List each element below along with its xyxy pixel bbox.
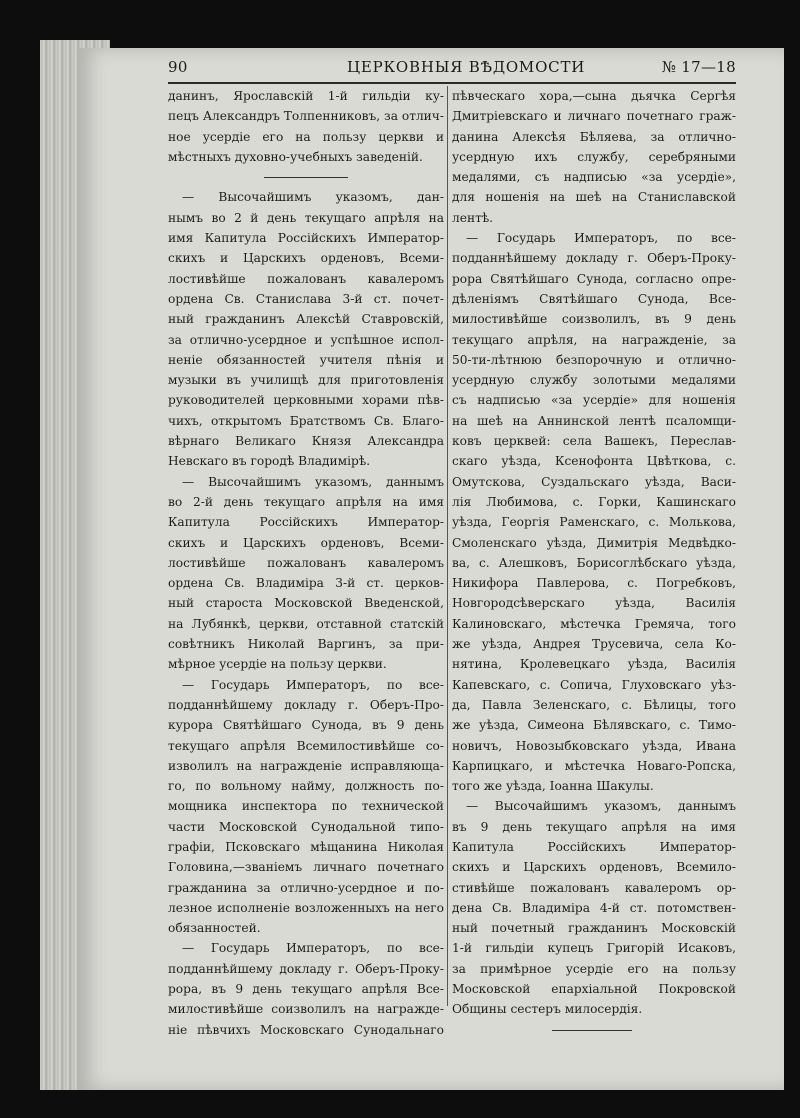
text-line: подданнѣйшему докладу г. Оберъ-Про- (168, 697, 444, 712)
text-line: текущаго апрѣля, на награжденіе, за (452, 332, 736, 347)
text-line: мѣрное усердіе на пользу церкви. (168, 657, 387, 672)
text-line: Новгородсѣверскаго уѣзда, Василія (452, 596, 736, 611)
text-line: Никифора Павлерова, с. Погребковъ, (452, 576, 736, 591)
text-line: Невскаго въ городѣ Владимірѣ. (168, 454, 371, 469)
text-line: усердную ихъ службу, серебряными (452, 149, 736, 164)
text-line: съ надписью «за усердіе» для ношенія (452, 393, 736, 408)
text-line: ордена Св. Станислава 3-й ст. почет- (168, 291, 444, 306)
text-line: — Государь Императоръ, по все- (182, 941, 444, 956)
text-line: во 2-й день текущаго апрѣля на имя (168, 494, 444, 509)
text-line: нятина, Кролевецкаго уѣзда, Василія (452, 657, 736, 672)
text-line: дѣленіямъ Святѣйшаго Сунода, Все- (452, 291, 736, 306)
text-line: для ношенія на шеѣ на Станиславской (452, 190, 736, 205)
text-line: скаго уѣзда, Ксенофонта Цвѣткова, с. (452, 454, 736, 469)
text-line: да, Павла Зеленскаго, с. Бѣлицы, того (452, 697, 736, 712)
text-line: нымъ во 2 й день текущаго апрѣля на (168, 210, 444, 225)
text-line: части Московской Сунодальной типо- (168, 819, 444, 834)
text-line: стивѣйше пожалованъ кавалеромъ ор- (452, 880, 736, 895)
text-line: Капитула Россійскихъ Император- (168, 515, 444, 530)
text-line: курора Святѣйшаго Сунода, въ 9 день (168, 718, 444, 733)
text-line: уѣзда, Георгія Раменскаго, с. Молькова, (452, 515, 736, 530)
text-line: рора Святѣйшаго Сунода, согласно опре- (452, 271, 736, 286)
text-line: милостивѣйше соизволилъ, въ 9 день (452, 312, 736, 327)
text-line: гражданина за отлично-усердное и по- (168, 880, 444, 895)
text-line: за примѣрное усердіе его на пользу (452, 961, 736, 976)
text-line: го, по вольному найму, должность по- (168, 779, 444, 794)
text-line: ный гражданинъ Алексѣй Ставровскій, (168, 312, 444, 327)
text-line: ное усердіе его на пользу церкви и (168, 129, 444, 144)
text-line: лія Любимова, с. Горки, Кашинскаго (452, 494, 736, 509)
text-line: же уѣзда, Андрея Трусевича, села Ко- (452, 637, 736, 652)
text-line: Калиновскаго, мѣстечка Гремяча, того (452, 616, 736, 631)
issue-number: № 17—18 (661, 58, 736, 76)
text-line: Головина,—званіемъ личнаго почетнаго (168, 860, 444, 875)
text-line: — Высочайшимъ указомъ, даннымъ (182, 474, 444, 489)
text-line: мощника инспектора по технической (168, 799, 444, 814)
text-line: ный староста Московской Введенской, (168, 596, 444, 611)
text-line: скихъ и Царскихъ орденовъ, Всеми- (168, 251, 444, 266)
text-line: ва, с. Алешковъ, Борисоглѣбскаго уѣзда, (452, 555, 736, 570)
text-column-left (168, 86, 444, 1040)
text-line: милостивѣйше соизволилъ на награжде- (168, 1002, 444, 1017)
text-line: имя Капитула Россійскихъ Император- (168, 231, 444, 246)
text-line: изволилъ на награжденіе исправляюща- (168, 758, 444, 773)
text-line: данинъ, Ярославскій 1-й гильдіи ку- (168, 89, 444, 103)
text-line: Карпицкаго, и мѣстечка Новаго-Ропска, (452, 758, 736, 773)
text-line: ковъ церквей: села Вашекъ, Переслав- (452, 434, 736, 449)
text-line: ный почетный гражданинъ Московскій (452, 921, 736, 936)
text-line: текущаго апрѣля Всемилостивѣйше со- (168, 738, 444, 753)
text-line: совѣтникъ Николай Варгинъ, за при- (168, 637, 444, 652)
text-line: Омутскова, Суздальскаго уѣзда, Васи- (452, 474, 736, 489)
text-line: мѣстныхъ духовно-учебныхъ заведеній. (168, 149, 423, 164)
text-line: подданнѣйшему докладу г. Оберъ-Проку- (168, 961, 444, 976)
header-rule (168, 82, 736, 84)
text-line: въ 9 день текущаго апрѣля на имя (452, 819, 736, 834)
text-line: пецъ Александръ Толпенниковъ, за отлич- (168, 109, 444, 124)
text-line: Московской епархіальной Покровской (452, 982, 736, 997)
page-number: 90 (168, 58, 188, 76)
text-line: того же уѣзда, Іоанна Шакулы. (452, 779, 654, 794)
text-line: Смоленскаго уѣзда, Димитрія Медвѣдко- (452, 535, 736, 550)
text-column-right (452, 86, 736, 1040)
text-line: лентѣ. (452, 210, 494, 225)
text-line: вѣрнаго Великаго Князя Александра (168, 434, 444, 449)
text-line: руководителей церковными хорами пѣв- (168, 393, 444, 408)
text-line: скихъ и Царскихъ орденовъ, Всеми- (168, 535, 444, 550)
text-line: 1-й гильдіи купецъ Григорій Исаковъ, (452, 941, 736, 956)
column-divider (447, 86, 448, 1006)
text-line: медалями, съ надписью «за усердіе», (452, 170, 736, 185)
text-line: пѣвческаго хора,—сына дьячка Сергѣя (452, 89, 736, 103)
text-line: ніе пѣвчихъ Московскаго Сунодальнаго (168, 1022, 444, 1037)
text-line: Капевскаго, с. Сопича, Глуховскаго уѣз- (452, 677, 736, 692)
text-line: — Государь Императоръ, по все- (466, 231, 736, 246)
text-line: Дмитріевскаго и личнаго почетнаго граж- (452, 109, 736, 124)
text-line: ордена Св. Владиміра 3-й ст. церков- (168, 576, 444, 591)
text-line: дена Св. Владиміра 4-й ст. потомствен- (452, 900, 736, 915)
text-line: рора, въ 9 день текущаго апрѣля Все- (168, 982, 444, 997)
section-separator (452, 1020, 736, 1040)
text-line: обязанностей. (168, 921, 261, 936)
text-line: неніе обязанностей учителя пѣнія и (168, 352, 444, 367)
text-line: скихъ и Царскихъ орденовъ, Всемило- (452, 860, 736, 875)
text-line: же уѣзда, Симеона Бѣлявскаго, с. Тимо- (452, 718, 736, 733)
text-line: лостивѣйше пожалованъ кавалеромъ (168, 555, 444, 570)
text-line: на Лубянкѣ, церкви, отставной статскій (168, 616, 444, 631)
text-line: — Государь Императоръ, по все- (182, 677, 444, 692)
text-line: лезное исполненіе возложенныхъ на него (168, 900, 444, 915)
text-line: графіи, Псковскаго мѣщанина Николая (168, 839, 444, 854)
text-line: за отлично-усердное и успѣшное испол- (168, 332, 444, 347)
journal-title: ЦЕРКОВНЫЯ ВѢДОМОСТИ (347, 58, 586, 76)
text-line: лостивѣйше пожалованъ кавалеромъ (168, 271, 444, 286)
text-line: Общины сестеръ милосердія. (452, 1002, 643, 1017)
text-line: — Высочайшимъ указомъ, даннымъ (466, 799, 736, 814)
running-header (168, 58, 736, 78)
text-line: 50-ти-лѣтнюю безпорочную и отлично- (452, 352, 736, 367)
text-line: на шеѣ на Аннинской лентѣ псаломщи- (452, 413, 736, 428)
text-line: данина Алексѣя Бѣляева, за отлично- (452, 129, 736, 144)
text-line: музыки въ училищѣ для приготовленія (168, 373, 444, 388)
text-line: усердную службу золотыми медалями (452, 373, 736, 388)
text-line: подданнѣйшему докладу г. Оберъ-Проку- (452, 251, 736, 266)
text-line: новичъ, Новозыбковскаго уѣзда, Ивана (452, 738, 736, 753)
text-line: — Высочайшимъ указомъ, дан- (182, 190, 444, 205)
text-line: Капитула Россійскихъ Император- (452, 839, 736, 854)
section-separator (168, 167, 444, 187)
text-line: чихъ, открытомъ Братствомъ Св. Благо- (168, 413, 444, 428)
